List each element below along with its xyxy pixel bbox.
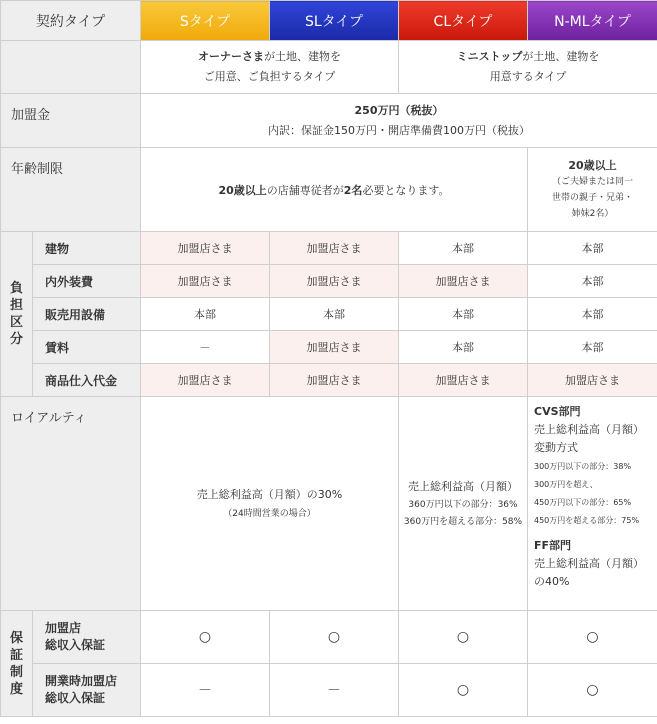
royalty-cvs-tier1: 300万円以下の部分：38% bbox=[534, 462, 632, 471]
royalty-ff-title: FF部門 bbox=[534, 539, 572, 552]
cell: 本部 bbox=[399, 298, 528, 331]
age-count: 2名 bbox=[343, 183, 363, 197]
cell: 加盟店さま bbox=[399, 265, 528, 298]
owner-text: が土地、建物を bbox=[264, 50, 341, 63]
type-s-header: Sタイプ bbox=[141, 1, 270, 41]
burden-label-equipment: 販売用設備 bbox=[33, 298, 141, 331]
cell: 本部 bbox=[270, 298, 399, 331]
age-label: 年齢制限 bbox=[1, 148, 141, 232]
cell: 加盟店さま bbox=[270, 232, 399, 265]
royalty-s-cell bbox=[141, 397, 399, 611]
fee-breakdown: 内訳：保証金150万円・開店準備費100万円（税抜） bbox=[268, 123, 530, 137]
header-row bbox=[1, 1, 657, 41]
cell: 加盟店さま bbox=[270, 265, 399, 298]
royalty-s-line1: 売上総利益高（月額）の30% bbox=[196, 487, 343, 501]
cell: － bbox=[270, 664, 399, 717]
guarantee-label-income bbox=[33, 611, 141, 664]
ministop-type-description bbox=[399, 41, 657, 94]
cell: 加盟店さま bbox=[141, 364, 270, 397]
age-nml-title: 20歳以上 bbox=[568, 159, 617, 172]
burden-row-goods bbox=[1, 364, 657, 397]
age-text-1: の店舗専従者が bbox=[266, 183, 344, 197]
cell: ○ bbox=[270, 611, 399, 664]
guarantee-row-income bbox=[1, 611, 657, 664]
royalty-cl-line3: 360万円を超える部分：58% bbox=[403, 517, 523, 527]
royalty-row bbox=[1, 397, 657, 611]
burden-char-3: 区 bbox=[9, 315, 23, 330]
royalty-nml-cell bbox=[528, 397, 657, 611]
royalty-cvs-tier2b: 450万円以下の部分：65% bbox=[534, 498, 632, 507]
cell: ○ bbox=[399, 664, 528, 717]
type-nml-header: N-MLタイプ bbox=[528, 1, 657, 41]
royalty-cl-line2: 360万円以下の部分：36% bbox=[408, 500, 518, 510]
royalty-label: ロイアルティ bbox=[1, 397, 141, 611]
age-main-cell bbox=[141, 148, 528, 232]
owner-type-description bbox=[141, 41, 399, 94]
guarantee-label-income-line2: 総収入保証 bbox=[45, 638, 106, 652]
cell: 加盟店さま bbox=[141, 265, 270, 298]
cell: 本部 bbox=[399, 232, 528, 265]
age-nml-cell bbox=[528, 148, 657, 232]
age-text-2: 必要となります。 bbox=[362, 183, 450, 197]
royalty-cl-cell bbox=[399, 397, 528, 611]
cell: 本部 bbox=[141, 298, 270, 331]
burden-char-2: 担 bbox=[9, 298, 23, 313]
age-requirement: 20歳以上 bbox=[218, 183, 267, 197]
cell: ○ bbox=[399, 611, 528, 664]
type-sl-header: SLタイプ bbox=[270, 1, 399, 41]
royalty-s-line2: （24時間営業の場合） bbox=[223, 508, 316, 519]
cell: 本部 bbox=[399, 331, 528, 364]
description-row bbox=[1, 41, 657, 94]
burden-char-1: 負 bbox=[9, 281, 23, 296]
fee-row bbox=[1, 94, 657, 148]
age-nml-line1: （ご夫婦または同一 bbox=[551, 177, 633, 187]
guarantee-char-1: 保 bbox=[9, 630, 23, 646]
burden-row-rent bbox=[1, 331, 657, 364]
guarantee-label-opening bbox=[33, 664, 141, 717]
age-nml-line3: 姉妹2名） bbox=[571, 209, 614, 219]
burden-label-building: 建物 bbox=[33, 232, 141, 265]
guarantee-group-label bbox=[1, 611, 33, 717]
royalty-cl-line1: 売上総利益高（月額） bbox=[408, 480, 518, 493]
royalty-cvs-line2: 変動方式 bbox=[534, 441, 578, 454]
guarantee-char-4: 度 bbox=[9, 681, 23, 697]
burden-row-building bbox=[1, 232, 657, 265]
guarantee-char-3: 制 bbox=[9, 664, 23, 680]
cell: ○ bbox=[141, 611, 270, 664]
royalty-cvs-title: CVS部門 bbox=[534, 405, 581, 418]
cell: 加盟店さま bbox=[270, 364, 399, 397]
cell: 本部 bbox=[528, 298, 657, 331]
cell: 加盟店さま bbox=[399, 364, 528, 397]
guarantee-label-opening-line2: 総収入保証 bbox=[45, 691, 106, 705]
cell: 加盟店さま bbox=[528, 364, 657, 397]
burden-label-interior: 内外装費 bbox=[33, 265, 141, 298]
owner-text-line2: ご用意、ご負担するタイプ bbox=[203, 70, 336, 83]
cell: ○ bbox=[528, 611, 657, 664]
cell: － bbox=[141, 331, 270, 364]
burden-label-goods: 商品仕入代金 bbox=[33, 364, 141, 397]
guarantee-row-opening bbox=[1, 664, 657, 717]
burden-label-rent: 賃料 bbox=[33, 331, 141, 364]
cell: 本部 bbox=[528, 232, 657, 265]
description-label-cell bbox=[1, 41, 141, 94]
guarantee-label-opening-line1: 開業時加盟店 bbox=[45, 674, 118, 688]
ministop-text-line2: 用意するタイプ bbox=[489, 70, 567, 83]
cell: － bbox=[141, 664, 270, 717]
contract-type-label: 契約タイプ bbox=[1, 1, 141, 41]
fee-amount: 250万円（税抜） bbox=[354, 103, 444, 117]
royalty-ff-line2: の40% bbox=[534, 575, 570, 588]
ministop-text: が土地、建物を bbox=[522, 50, 600, 63]
age-row bbox=[1, 148, 657, 232]
owner-highlight: オーナーさま bbox=[198, 50, 264, 63]
cell: 加盟店さま bbox=[141, 232, 270, 265]
cell: 加盟店さま bbox=[270, 331, 399, 364]
royalty-cvs-tier3: 450万円を超える部分：75% bbox=[534, 516, 640, 525]
fee-label: 加盟金 bbox=[1, 94, 141, 148]
type-cl-header: CLタイプ bbox=[399, 1, 528, 41]
royalty-cvs-tier2a: 300万円を超え、 bbox=[534, 480, 598, 489]
ministop-highlight: ミニストップ bbox=[456, 50, 523, 63]
burden-row-equipment bbox=[1, 298, 657, 331]
age-nml-line2: 世帯の親子・兄弟・ bbox=[551, 193, 633, 203]
royalty-ff-line1: 売上総利益高（月額） bbox=[534, 557, 644, 570]
cell: 本部 bbox=[528, 265, 657, 298]
guarantee-label-income-line1: 加盟店 bbox=[45, 621, 82, 635]
burden-group-label bbox=[1, 232, 33, 397]
cell: 本部 bbox=[528, 331, 657, 364]
royalty-cvs-line1: 売上総利益高（月額） bbox=[534, 423, 644, 436]
burden-row-interior bbox=[1, 265, 657, 298]
cell: ○ bbox=[528, 664, 657, 717]
burden-char-4: 分 bbox=[9, 332, 23, 347]
guarantee-char-2: 証 bbox=[9, 647, 23, 663]
fee-cell bbox=[141, 94, 657, 148]
